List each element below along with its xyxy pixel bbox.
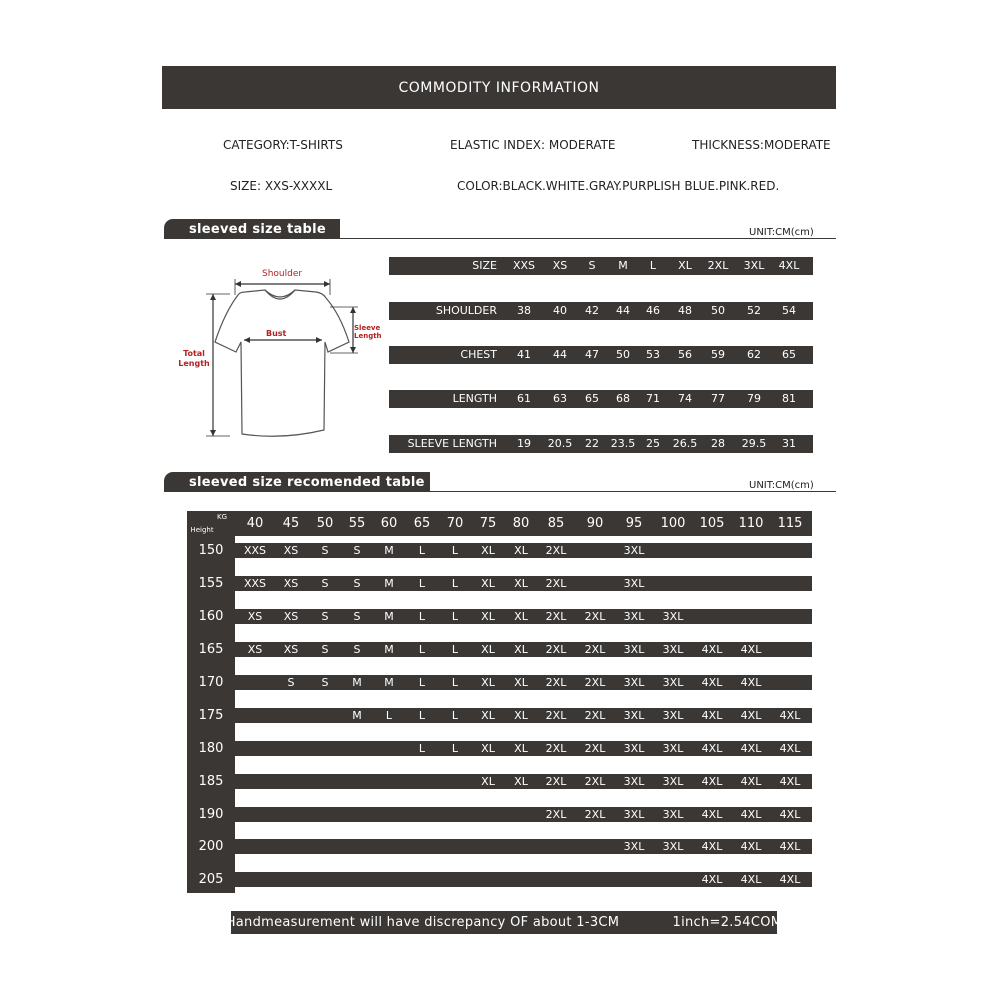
size-recommendation-cell: 4XL [740, 775, 762, 788]
weight-header-cell: 70 [446, 516, 464, 531]
size-cell: 71 [646, 392, 660, 405]
measurement-note-bar [225, 911, 783, 934]
size-recommendation-cell: 3XL [623, 544, 645, 557]
size-cell: 54 [782, 304, 796, 317]
weight-header-cell: 80 [512, 516, 530, 531]
size-recommendation-cell: 3XL [662, 775, 684, 788]
height-cell: 180 [198, 741, 224, 756]
size-recommendation-cell: 4XL [701, 840, 723, 853]
size-cell: 38 [517, 304, 531, 317]
size-cell: 26.5 [672, 437, 698, 450]
size-recommendation-cell: L [451, 676, 459, 689]
size-recommendation-cell: S [287, 676, 295, 689]
size-recommendation-cell: L [451, 709, 459, 722]
weight-header-cell: 45 [282, 516, 300, 531]
size-table-row [389, 435, 813, 453]
size-recommendation-cell: 4XL [740, 840, 762, 853]
recommended-row [187, 708, 812, 723]
inch-conversion: 1inch=2.54COM [672, 915, 783, 930]
size-recommendation-cell: XL [481, 610, 495, 623]
size-cell: 50 [616, 348, 630, 361]
shoulder-label: Shoulder [262, 269, 303, 279]
size-recommendation-cell: 3XL [623, 676, 645, 689]
size-row-label: LENGTH [452, 392, 497, 405]
size-cell: 65 [782, 348, 796, 361]
size-recommendation-cell: XL [514, 709, 528, 722]
size-recommendation-cell: S [353, 577, 361, 590]
recommended-row [187, 872, 812, 887]
kg-label: KG [216, 513, 228, 521]
size-row-label: CHEST [460, 348, 497, 361]
weight-header-cell: 95 [625, 516, 643, 531]
weight-header-cell: 85 [547, 516, 565, 531]
size-recommendation-cell: S [353, 610, 361, 623]
sleeve-length-label: Sleeve Length [354, 324, 382, 340]
weight-header-cell: 40 [246, 516, 264, 531]
size-cell: XS [552, 259, 568, 272]
weight-header-cell: 105 [699, 516, 725, 531]
size-cell: 77 [711, 392, 725, 405]
height-column [187, 511, 235, 893]
size-recommendation-cell: S [321, 577, 329, 590]
size-row-label: SHOULDER [435, 304, 497, 317]
size-recommendation-cell: XL [481, 544, 495, 557]
size-recommendation-cell: S [321, 544, 329, 557]
weight-header-cell: 75 [479, 516, 497, 531]
recommended-row [187, 576, 812, 591]
size-recommendation-cell: 4XL [779, 775, 801, 788]
height-cell: 160 [198, 609, 224, 624]
size-recommendation-cell: 3XL [662, 742, 684, 755]
size-cell: 28 [711, 437, 725, 450]
size-recommendation-cell: S [321, 643, 329, 656]
size-recommendation-cell: XL [514, 577, 528, 590]
size-recommendation-cell: 4XL [779, 808, 801, 821]
size-recommendation-cell: XL [514, 676, 528, 689]
recommended-row [187, 609, 812, 624]
bust-label: Bust [266, 329, 287, 338]
size-recommendation-cell: 4XL [701, 742, 723, 755]
size-cell: XL [678, 259, 692, 272]
size-recommendation-cell: 2XL [545, 808, 567, 821]
recommended-table-unit: UNIT:CM(cm) [749, 480, 814, 491]
size-table-unit: UNIT:CM(cm) [749, 227, 814, 238]
height-cell: 170 [198, 675, 224, 690]
size-info: SIZE: XXS-XXXXL [230, 179, 333, 193]
size-recommendation-cell: M [352, 709, 362, 722]
size-recommendation-cell: 4XL [740, 676, 762, 689]
weight-header-cell: 90 [586, 516, 604, 531]
size-recommendation-cell: L [418, 676, 426, 689]
size-recommendation-cell: L [418, 577, 426, 590]
size-recommendation-cell: L [451, 742, 459, 755]
size-recommendation-cell: 3XL [623, 643, 645, 656]
size-recommendation-cell: L [385, 709, 393, 722]
size-recommendation-cell: XL [481, 709, 495, 722]
recommended-row [187, 675, 812, 690]
size-recommendation-cell: XS [283, 643, 299, 656]
size-cell: 2XL [707, 259, 729, 272]
size-recommendation-cell: XL [481, 643, 495, 656]
size-cell: 22 [585, 437, 599, 450]
size-cell: 3XL [743, 259, 765, 272]
recommended-row [187, 807, 812, 822]
thickness-info: THICKNESS:MODERATE [692, 138, 831, 152]
size-recommendation-cell: M [384, 676, 394, 689]
size-recommendation-cell: 4XL [740, 808, 762, 821]
size-recommendation-cell: XL [481, 577, 495, 590]
commodity-info-banner [162, 66, 836, 109]
size-recommendation-cell: 2XL [584, 709, 606, 722]
size-recommendation-cell: 2XL [584, 808, 606, 821]
size-recommendation-cell: 2XL [545, 775, 567, 788]
size-cell: 65 [585, 392, 599, 405]
size-table-row [389, 346, 813, 364]
size-cell: 29.5 [741, 437, 767, 450]
size-recommendation-cell: M [384, 643, 394, 656]
size-recommendation-cell: 4XL [779, 873, 801, 886]
size-recommendation-cell: 4XL [779, 709, 801, 722]
size-recommendation-cell: 3XL [623, 808, 645, 821]
size-recommendation-cell: 2XL [584, 676, 606, 689]
weight-header-cell: 115 [777, 516, 803, 531]
size-cell: 23.5 [610, 437, 636, 450]
elastic-info: ELASTIC INDEX: MODERATE [450, 138, 616, 152]
height-cell: 165 [198, 642, 224, 657]
size-recommendation-cell: XXS [243, 544, 267, 557]
recommended-row [187, 774, 812, 789]
size-row-label: SIZE [472, 259, 497, 272]
size-table-row [389, 302, 813, 320]
size-recommendation-cell: M [384, 544, 394, 557]
size-recommendation-cell: 4XL [701, 709, 723, 722]
size-recommendation-cell: 3XL [623, 577, 645, 590]
color-info: COLOR:BLACK.WHITE.GRAY.PURPLISH BLUE.PINK.RED. [457, 179, 780, 193]
size-cell: M [618, 259, 628, 272]
size-recommendation-cell: 3XL [623, 775, 645, 788]
size-cell: 56 [678, 348, 692, 361]
size-cell: 50 [711, 304, 725, 317]
size-cell: 62 [747, 348, 761, 361]
size-recommendation-cell: XL [481, 676, 495, 689]
size-cell: 68 [616, 392, 630, 405]
measurement-note: Handmeasurement will have discrepancy OF about 1-3CM [225, 915, 620, 930]
size-recommendation-cell: XL [514, 775, 528, 788]
size-recommendation-cell: L [418, 643, 426, 656]
size-recommendation-cell: XL [514, 544, 528, 557]
size-recommendation-cell: L [451, 577, 459, 590]
size-recommendation-cell: 4XL [779, 742, 801, 755]
size-table-row [389, 257, 813, 275]
size-recommendation-cell: 4XL [740, 742, 762, 755]
section-divider [164, 238, 836, 239]
size-recommendation-cell: 2XL [584, 643, 606, 656]
size-recommendation-cell: XL [514, 643, 528, 656]
size-recommendation-cell: 4XL [740, 643, 762, 656]
weight-header-cell: 65 [413, 516, 431, 531]
size-recommendation-cell: XL [481, 742, 495, 755]
size-recommendation-cell: 2XL [545, 742, 567, 755]
size-recommendation-cell: 4XL [740, 873, 762, 886]
size-recommendation-cell: XL [514, 742, 528, 755]
size-recommendation-cell: 3XL [623, 610, 645, 623]
size-recommendation-cell: XS [247, 610, 263, 623]
size-cell: 63 [553, 392, 567, 405]
size-recommendation-cell: XL [514, 610, 528, 623]
size-recommendation-cell: 4XL [779, 840, 801, 853]
category-info: CATEGORY:T-SHIRTS [223, 138, 343, 152]
size-recommendation-cell: M [384, 577, 394, 590]
height-cell: 200 [198, 839, 224, 854]
height-cell: 205 [198, 872, 224, 887]
size-recommendation-cell: 4XL [740, 709, 762, 722]
size-recommendation-cell: 3XL [623, 742, 645, 755]
size-row-label: SLEEVE LENGTH [407, 437, 497, 450]
size-recommendation-cell: M [384, 610, 394, 623]
weight-header-cell: 110 [738, 516, 764, 531]
size-cell: 20.5 [547, 437, 573, 450]
size-cell: 40 [553, 304, 567, 317]
size-cell: XXS [512, 259, 536, 272]
size-recommendation-cell: XS [283, 610, 299, 623]
size-recommendation-cell: 3XL [662, 840, 684, 853]
size-recommendation-cell: 4XL [701, 676, 723, 689]
size-recommendation-cell: 2XL [584, 775, 606, 788]
recommended-row [187, 741, 812, 756]
total-length-label: Total Length [178, 349, 210, 368]
size-recommendation-cell: 3XL [662, 808, 684, 821]
recommended-row [187, 642, 812, 657]
size-cell: 31 [782, 437, 796, 450]
size-cell: 44 [553, 348, 567, 361]
size-recommendation-cell: L [418, 742, 426, 755]
size-recommendation-cell: L [418, 610, 426, 623]
size-recommendation-cell: S [353, 544, 361, 557]
size-recommendation-cell: 2XL [545, 676, 567, 689]
recommended-row [187, 543, 812, 558]
size-recommendation-cell: S [353, 643, 361, 656]
size-recommendation-cell: 2XL [584, 610, 606, 623]
size-recommendation-cell: S [321, 676, 329, 689]
height-label: Height [190, 526, 214, 534]
section-divider [164, 491, 836, 492]
size-cell: 42 [585, 304, 599, 317]
page-title: COMMODITY INFORMATION [398, 79, 600, 96]
size-recommendation-cell: XS [247, 643, 263, 656]
size-cell: 59 [711, 348, 725, 361]
size-cell: 47 [585, 348, 599, 361]
height-cell: 185 [198, 774, 224, 789]
recommended-table-title: sleeved size recomended table [189, 474, 425, 490]
size-recommendation-cell: L [418, 709, 426, 722]
size-recommendation-cell: L [451, 544, 459, 557]
height-cell: 190 [198, 807, 224, 822]
size-recommendation-cell: 4XL [701, 873, 723, 886]
size-recommendation-cell: XS [283, 544, 299, 557]
size-cell: 46 [646, 304, 660, 317]
size-recommendation-cell: 3XL [662, 709, 684, 722]
size-recommendation-cell: 3XL [662, 610, 684, 623]
size-recommendation-cell: 2XL [545, 709, 567, 722]
size-recommendation-cell: 2XL [545, 577, 567, 590]
size-cell: 81 [782, 392, 796, 405]
size-recommendation-cell: 2XL [545, 643, 567, 656]
size-recommendation-cell: S [321, 610, 329, 623]
size-recommendation-cell: 4XL [701, 808, 723, 821]
weight-header-cell: 50 [316, 516, 334, 531]
height-cell: 155 [198, 576, 224, 591]
size-recommendation-cell: 4XL [701, 643, 723, 656]
size-recommendation-cell: XXS [243, 577, 267, 590]
size-recommendation-cell: 3XL [623, 840, 645, 853]
size-recommendation-cell: M [352, 676, 362, 689]
size-cell: 41 [517, 348, 531, 361]
weight-header-row [187, 511, 812, 536]
tshirt-outline [215, 290, 349, 436]
size-recommendation-cell: L [418, 544, 426, 557]
size-cell: 79 [747, 392, 761, 405]
height-cell: 175 [198, 708, 224, 723]
size-recommendation-cell: L [451, 643, 459, 656]
size-cell: 74 [678, 392, 692, 405]
size-table-tab [164, 219, 340, 239]
size-cell: 19 [517, 437, 531, 450]
size-cell: 53 [646, 348, 660, 361]
size-recommendation-cell: 3XL [662, 676, 684, 689]
size-recommendation-cell: L [451, 610, 459, 623]
size-recommendation-cell: 2XL [584, 742, 606, 755]
recommended-row [187, 839, 812, 854]
size-recommendation-cell: 2XL [545, 610, 567, 623]
size-recommendation-cell: 4XL [701, 775, 723, 788]
size-cell: 4XL [778, 259, 800, 272]
weight-header-cell: 55 [348, 516, 366, 531]
size-recommendation-cell: 3XL [662, 643, 684, 656]
size-recommendation-cell: XS [283, 577, 299, 590]
size-cell: 52 [747, 304, 761, 317]
recommended-table-tab [164, 472, 430, 492]
size-cell: S [588, 259, 596, 272]
weight-header-cell: 100 [660, 516, 686, 531]
height-cell: 150 [198, 543, 224, 558]
size-cell: 61 [517, 392, 531, 405]
size-cell: L [649, 259, 657, 272]
size-recommendation-cell: XL [481, 775, 495, 788]
size-table-title: sleeved size table [189, 221, 327, 237]
size-cell: 44 [616, 304, 630, 317]
size-recommendation-cell: 3XL [623, 709, 645, 722]
size-recommendation-cell: 2XL [545, 544, 567, 557]
weight-header-cell: 60 [380, 516, 398, 531]
size-cell: 48 [678, 304, 692, 317]
size-cell: 25 [646, 437, 660, 450]
size-table-row [389, 390, 813, 408]
